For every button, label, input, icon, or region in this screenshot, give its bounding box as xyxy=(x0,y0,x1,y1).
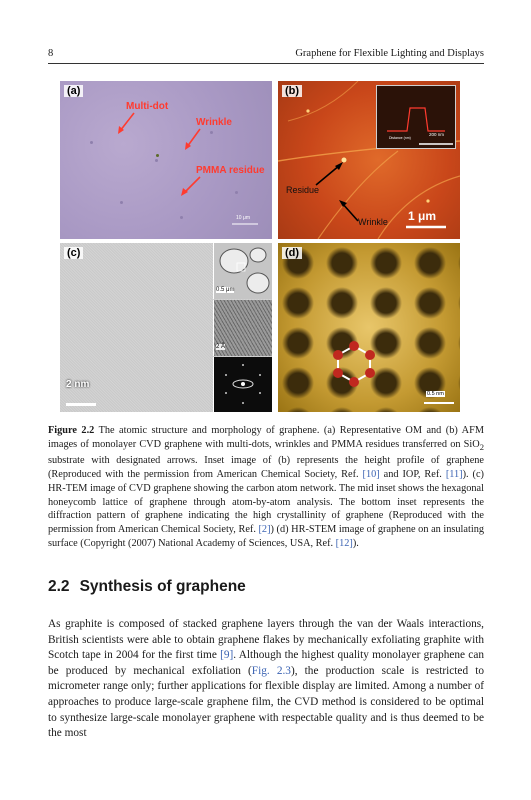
diffraction-pattern xyxy=(214,357,272,412)
header-rule xyxy=(48,63,484,64)
scale-bar-c: 2 nm xyxy=(66,379,90,390)
figure-2-2 xyxy=(60,81,460,412)
inset-scale-top: 0.5 μm xyxy=(216,287,235,293)
caption-label: Figure 2.2 xyxy=(48,425,95,436)
section-title: Synthesis of graphene xyxy=(79,578,246,595)
panel-c-hrtem-image xyxy=(60,243,272,412)
annotation-multi-dot: Multi-dot xyxy=(126,101,169,112)
caption-subscript: 2 xyxy=(479,441,484,452)
caption-text-6: ). xyxy=(352,537,359,549)
body-text-1: As graphite is composed of stacked graphene layers through the van der Waals interactions, British scientists were able to obtain graphene flakes by mechanically exfoliating graphite with Scotch tape in 2004 for the first time xyxy=(48,618,484,662)
scale-bar-b: 1 μm xyxy=(408,209,437,223)
panel-d-label: (d) xyxy=(282,247,302,259)
body-text-3: ), the production scale is restricted to micrometer range only; further applications for flexible display are limited. Among a number of approaches to produce large-scale graphene film, the CVD method is considered to be optimal to synthesize large-scale monolayer graphene with respectable quality and is thus deemed to be the most xyxy=(48,664,485,740)
panel-b-label: (b) xyxy=(282,85,302,97)
scale-bar-c-line xyxy=(66,395,106,407)
panel-b-afm-image xyxy=(278,81,460,239)
caption-text-3: and IOP, Ref. xyxy=(379,469,446,481)
diffraction-pattern-inset xyxy=(213,357,272,412)
body-ref-link[interactable]: [9] xyxy=(220,649,234,662)
inset-axis-label: Distance (nm) xyxy=(389,136,411,140)
caption-ref-link[interactable]: [11] xyxy=(445,469,463,481)
section-number: 2.2 xyxy=(48,578,70,595)
scale-bar-d: 0.5 nm xyxy=(427,391,444,397)
caption-ref-link[interactable]: [2] xyxy=(258,523,271,535)
tem-overview-inset xyxy=(213,243,272,299)
height-profile-inset xyxy=(376,85,456,149)
caption-text-5: ) (d) HR-STEM image of graphene on an insulating surface (Copyright (2007) National Academy of Sciences, USA, Ref. xyxy=(48,523,484,549)
caption-text-1: The atomic structure and morphology of graphene. (a) Representative OM and (b) AFM images of monolayer CVD graphene with multi-dots, wrinkles and PMMA residues transferred on SiO xyxy=(48,425,484,450)
body-figure-link[interactable]: Fig. 2.3 xyxy=(251,664,291,677)
body-paragraph xyxy=(48,617,484,742)
caption-text-4: ). (c) HR-TEM image of CVD graphene showing the carbon atom network. The mid inset shows the hexagonal honeycomb lattice of graphene through atom-by-atom analysis. The bottom inset represents the diffraction pattern of graphene indicating the high crystallinity of graphene (Reproduced with the permission from American Chemical Society, Ref. xyxy=(48,469,484,535)
caption-ref-link[interactable]: [12] xyxy=(335,537,353,549)
page-header xyxy=(48,48,484,62)
running-title: Graphene for Flexible Lighting and Displays xyxy=(295,48,484,59)
inset-scale-mid: 2 Å xyxy=(216,344,226,350)
panel-a-optical-image xyxy=(60,81,272,239)
annotation-residue: Residue xyxy=(286,185,320,195)
annotation-pmma-residue: PMMA residue xyxy=(196,165,265,176)
panel-c-label: (c) xyxy=(64,247,83,259)
page-number: 8 xyxy=(48,48,54,59)
honeycomb-lattice-inset xyxy=(213,300,272,356)
scale-bar-a: 10 μm xyxy=(236,215,250,221)
caption-text-2: substrate with designated arrows. Inset image of (b) represents the height profile of graphene (Reproduced with the permission from American Chemical Society, Ref. xyxy=(48,455,484,481)
figure-caption xyxy=(48,424,484,550)
caption-ref-link[interactable]: [10] xyxy=(362,469,380,481)
panel-a-label: (a) xyxy=(64,85,83,97)
section-heading xyxy=(48,578,484,596)
annotation-wrinkle-b: Wrinkle xyxy=(358,217,388,227)
annotation-wrinkle: Wrinkle xyxy=(196,117,232,128)
body-text-2: . Although the highest quality monolayer graphene can be produced by mechanical exfoliation ( xyxy=(48,649,484,677)
hexagon-atom-model xyxy=(278,243,460,412)
panel-d-hrstem-image xyxy=(278,243,460,412)
inset-scale: 200 nm xyxy=(429,132,445,137)
